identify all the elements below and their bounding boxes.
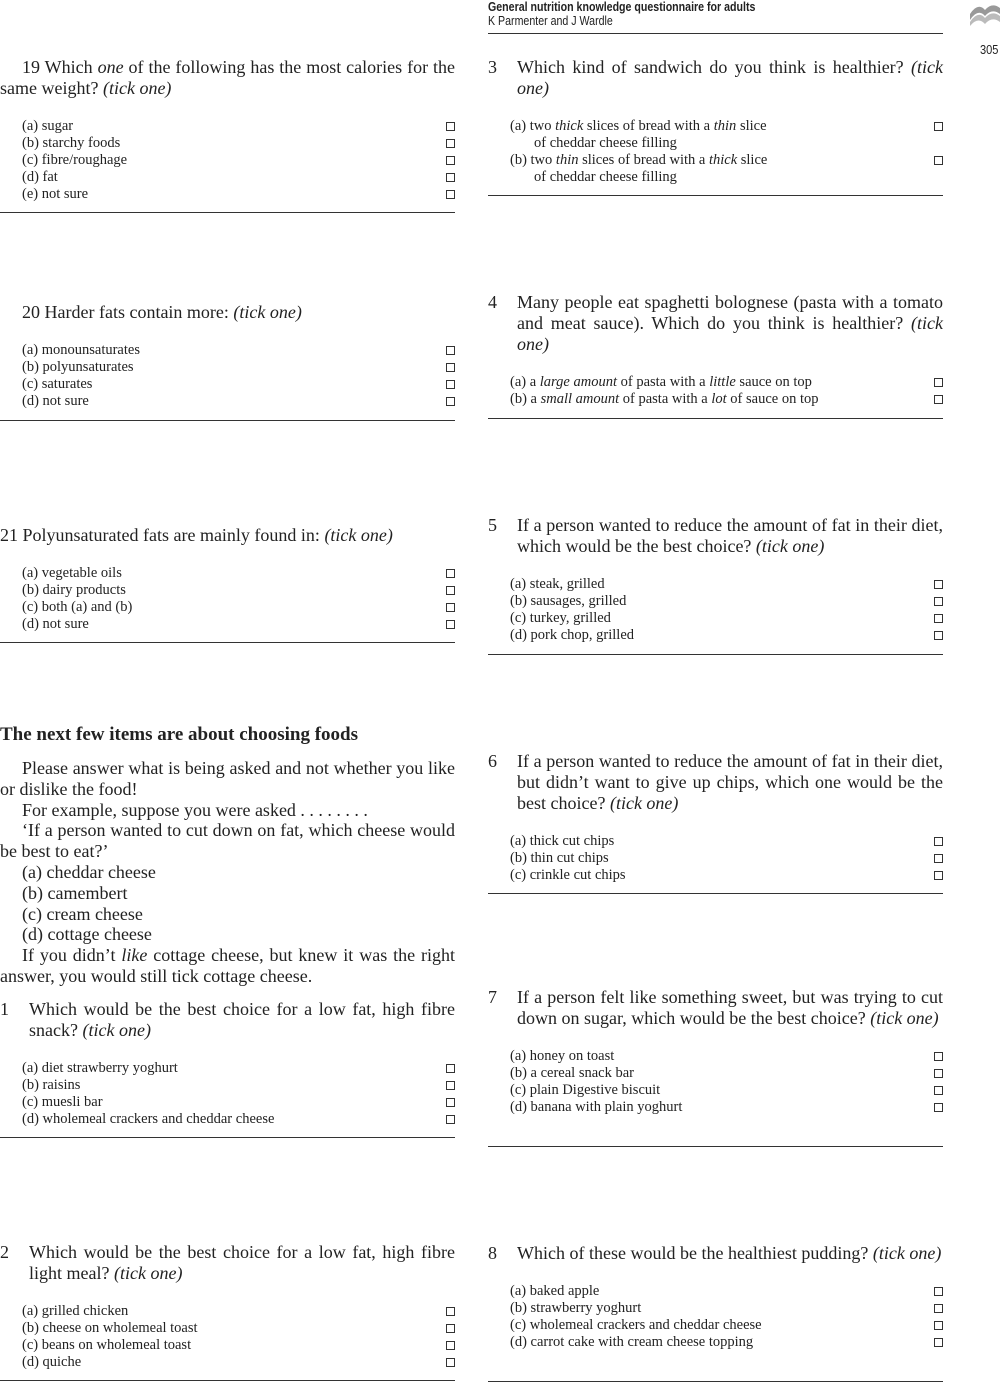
question-19-text: 19 Which one of the following has the most calories for the same weight? (tick one) (0, 57, 456, 98)
question-divider (488, 418, 943, 419)
example-option: (b) camembert (22, 882, 128, 903)
option-row: (a) steak, grilled (510, 576, 943, 593)
question-2-text: 2 Which would be the best choice for a low fat, high fibre light meal? (tick one) (0, 1242, 455, 1283)
question-divider (0, 420, 455, 421)
option-row: (a) sugar (22, 118, 455, 135)
question-3 (488, 57, 943, 186)
option-row: (b) starchy foods (22, 135, 455, 152)
checkbox[interactable] (446, 586, 455, 595)
question-20 (0, 302, 455, 410)
option-row: (d) not sure (22, 616, 455, 633)
checkbox[interactable] (446, 346, 455, 355)
option-row: (b) two thin slices of bread with a thick slice (510, 152, 943, 169)
checkbox[interactable] (934, 122, 943, 131)
article-authors: K Parmenter and J Wardle (488, 14, 613, 28)
question-8 (488, 1243, 943, 1351)
question-7-text: 7 If a person felt like something sweet, but was trying to cut down on sugar, which would be the best choice? (tick one) (488, 987, 943, 1028)
question-divider (488, 195, 943, 196)
publisher-logo-icon (970, 0, 1000, 26)
option-row: (b) thin cut chips (510, 850, 943, 867)
option-row: (a) diet strawberry yoghurt (22, 1060, 455, 1077)
option-continuation: of cheddar cheese filling (534, 169, 677, 185)
instruction-paragraph: Please answer what is being asked and not whether you like or dislike the food! (0, 758, 455, 799)
question-5 (488, 515, 943, 644)
question-1-text: 1 Which would be the best choice for a low fat, high fibre snack? (tick one) (0, 999, 455, 1040)
checkbox[interactable] (446, 190, 455, 199)
option-row: (d) banana with plain yoghurt (510, 1099, 943, 1116)
checkbox[interactable] (446, 397, 455, 406)
checkbox[interactable] (934, 1103, 943, 1112)
option-row: (b) a cereal snack bar (510, 1065, 943, 1082)
option-row: (d) quiche (22, 1354, 455, 1371)
question-divider (488, 893, 943, 894)
question-6-text: 6 If a person wanted to reduce the amount of fat in their diet, but didn’t want to give up chips, which one would be the best choice? (tick one) (488, 751, 943, 813)
checkbox[interactable] (446, 173, 455, 182)
checkbox[interactable] (934, 1052, 943, 1061)
checkbox[interactable] (446, 363, 455, 372)
option-row: (d) fat (22, 169, 455, 186)
checkbox[interactable] (934, 580, 943, 589)
question-1 (0, 999, 455, 1128)
checkbox[interactable] (934, 1069, 943, 1078)
checkbox[interactable] (446, 1115, 455, 1124)
example-option: (a) cheddar cheese (22, 861, 156, 882)
option-row: (c) saturates (22, 376, 455, 393)
option-row: (c) wholemeal crackers and cheddar cheese (510, 1317, 943, 1334)
option-row: (b) raisins (22, 1077, 455, 1094)
checkbox[interactable] (934, 156, 943, 165)
example-question: ‘If a person wanted to cut down on fat, which cheese would be best to eat?’ (0, 820, 455, 862)
question-divider (0, 212, 455, 213)
option-row: (b) polyunsaturates (22, 359, 455, 376)
option-row: (b) strawberry yoghurt (510, 1300, 943, 1317)
checkbox[interactable] (934, 854, 943, 863)
question-divider (488, 1381, 943, 1382)
question-8-text: 8 Which of these would be the healthiest pudding? (tick one) (488, 1243, 942, 1263)
section-heading: The next few items are about choosing foods (0, 724, 359, 745)
option-row: (a) honey on toast (510, 1048, 943, 1065)
question-divider (0, 1380, 455, 1381)
journal-article-title: General nutrition knowledge questionnaire for adults (488, 0, 756, 14)
instruction-paragraph: For example, suppose you were asked . . . . . . . . (22, 799, 368, 820)
option-row: (a) baked apple (510, 1283, 943, 1300)
question-19 (0, 57, 455, 203)
example-option: (c) cream cheese (22, 903, 143, 924)
checkbox[interactable] (934, 1338, 943, 1347)
checkbox[interactable] (446, 1341, 455, 1350)
option-row: (e) not sure (22, 186, 455, 203)
checkbox[interactable] (934, 378, 943, 387)
option-row: (a) thick cut chips (510, 833, 943, 850)
checkbox[interactable] (446, 1324, 455, 1333)
question-divider (488, 654, 943, 655)
question-divider (0, 1137, 455, 1138)
option-row: (b) a small amount of pasta with a lot of sauce on top (510, 391, 943, 408)
option-row: (b) cheese on wholemeal toast (22, 1320, 455, 1337)
option-row: (c) fibre/roughage (22, 152, 455, 169)
header-rule (488, 33, 943, 34)
question-4-text: 4 Many people eat spaghetti bolognese (pasta with a tomato and meat sauce). Which do you think is healthier? (tick one) (488, 292, 943, 354)
instructions-block (0, 758, 455, 987)
option-row: (d) wholemeal crackers and cheddar cheese (22, 1111, 455, 1128)
option-row: (c) turkey, grilled (510, 610, 943, 627)
checkbox[interactable] (934, 1287, 943, 1296)
question-divider (0, 642, 455, 643)
option-row: (d) pork chop, grilled (510, 627, 943, 644)
checkbox[interactable] (934, 597, 943, 606)
checkbox[interactable] (934, 1304, 943, 1313)
checkbox[interactable] (934, 1321, 943, 1330)
option-row: (b) dairy products (22, 582, 455, 599)
checkbox[interactable] (446, 1358, 455, 1367)
option-continuation: of cheddar cheese filling (534, 135, 677, 151)
checkbox[interactable] (446, 603, 455, 612)
question-21 (0, 525, 455, 633)
checkbox[interactable] (934, 614, 943, 623)
checkbox[interactable] (934, 1086, 943, 1095)
question-divider (488, 1146, 943, 1147)
option-row: (c) crinkle cut chips (510, 867, 943, 884)
checkbox[interactable] (446, 139, 455, 148)
option-row: (d) not sure (22, 393, 455, 410)
checkbox[interactable] (446, 122, 455, 131)
option-row: (c) muesli bar (22, 1094, 455, 1111)
checkbox[interactable] (934, 871, 943, 880)
checkbox[interactable] (934, 837, 943, 846)
question-21-text: 21 Polyunsaturated fats are mainly found in: (tick one) (0, 525, 393, 545)
question-20-text: 20 Harder fats contain more: (tick one) (22, 302, 302, 322)
question-6 (488, 751, 943, 884)
option-row: (a) two thick slices of bread with a thin slice (510, 118, 943, 135)
option-row: (a) a large amount of pasta with a little sauce on top (510, 374, 943, 391)
option-row: (a) vegetable oils (22, 565, 455, 582)
option-row: (c) beans on wholemeal toast (22, 1337, 455, 1354)
running-header (488, 0, 803, 28)
option-row: (c) both (a) and (b) (22, 599, 455, 616)
checkbox[interactable] (446, 569, 455, 578)
option-row: (d) carrot cake with cream cheese topping (510, 1334, 943, 1351)
instruction-paragraph: If you didn’t like cottage cheese, but knew it was the right answer, you would still tick cottage cheese. (0, 945, 455, 986)
checkbox[interactable] (446, 620, 455, 629)
checkbox[interactable] (446, 380, 455, 389)
checkbox[interactable] (934, 395, 943, 404)
checkbox[interactable] (446, 1098, 455, 1107)
question-4 (488, 292, 943, 408)
example-option: (d) cottage cheese (22, 924, 152, 945)
option-row: (b) sausages, grilled (510, 593, 943, 610)
question-3-text: 3 Which kind of sandwich do you think is healthier? (tick one) (488, 57, 943, 98)
checkbox[interactable] (934, 631, 943, 640)
checkbox[interactable] (446, 1081, 455, 1090)
page-number: 305 (980, 42, 999, 57)
checkbox[interactable] (446, 156, 455, 165)
option-row: (a) monounsaturates (22, 342, 455, 359)
question-5-text: 5 If a person wanted to reduce the amount of fat in their diet, which would be the best choice? (tick one) (488, 515, 943, 556)
question-2 (0, 1242, 455, 1371)
option-row: (a) grilled chicken (22, 1303, 455, 1320)
checkbox[interactable] (446, 1307, 455, 1316)
checkbox[interactable] (446, 1064, 455, 1073)
option-row: (c) plain Digestive biscuit (510, 1082, 943, 1099)
question-7 (488, 987, 943, 1116)
